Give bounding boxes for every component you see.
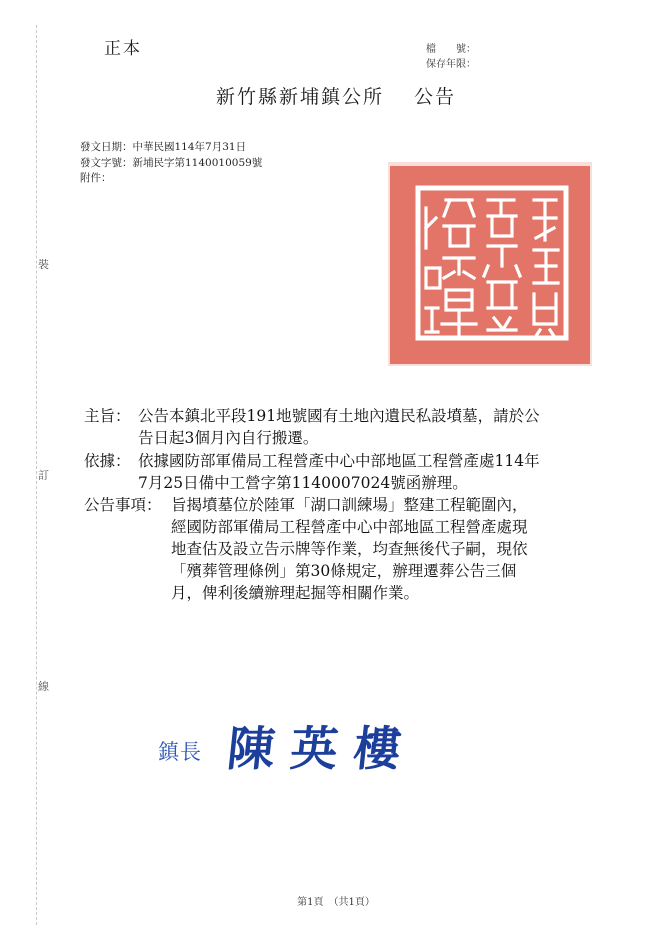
mayor-title: 鎮長: [158, 740, 202, 764]
notice-line: 「殯葬管理條例」第30條規定，辦理遷葬公告三個: [171, 562, 517, 580]
document-title: [0, 82, 672, 109]
archive-number-label: 檔 號：: [426, 44, 476, 55]
notice-label: 公告事項：: [84, 496, 162, 514]
basis-line: 7月25日備中工營字第1140007024號函辦理。: [138, 474, 468, 492]
binding-mark: 裝: [38, 258, 49, 271]
title-type: 公告: [414, 86, 457, 108]
subject-line: 告日起3個月內自行搬遷。: [138, 429, 319, 447]
subject-line: 公告本鎮北平段191地號國有土地內遺民私設墳墓，請於公: [138, 407, 540, 425]
retention-label: 保存年限：: [426, 59, 476, 70]
document-number: 發文字號：新埔民字第1140010059號: [80, 157, 263, 169]
basis-line: 依據國防部軍備局工程營產中心中部地區工程營產處114年: [138, 452, 540, 470]
issue-date: 發文日期：中華民國114年7月31日: [80, 141, 247, 153]
binding-mark: 訂: [38, 469, 49, 482]
notice-line: 旨揭墳墓位於陸軍「湖口訓練場」整建工程範圍內，: [171, 496, 528, 514]
attachment-label: 附件：: [80, 172, 112, 184]
binding-mark: 線: [38, 680, 49, 693]
notice-line: 地查估及設立告示牌等作業，均查無後代子嗣，現依: [171, 540, 528, 558]
mayor-signature: 陳英樓: [224, 722, 420, 777]
page-number: 第1頁 （共1頁）: [297, 897, 375, 908]
basis-content: [138, 450, 608, 494]
basis-label: 依據：: [84, 452, 131, 470]
binding-line: [36, 25, 37, 925]
notice-line: 經國防部軍備局工程營產中心中部地區工程營產處現: [171, 518, 528, 536]
notice-line: 月，俾利後續辦理起掘等相關作業。: [171, 584, 420, 602]
subject-label: 主旨：: [84, 407, 131, 425]
official-seal: [384, 158, 596, 370]
title-organization: 新竹縣新埔鎮公所: [215, 86, 384, 108]
subject-content: [138, 405, 608, 449]
notice-content: [171, 494, 611, 604]
copy-label: 正本: [104, 39, 142, 59]
